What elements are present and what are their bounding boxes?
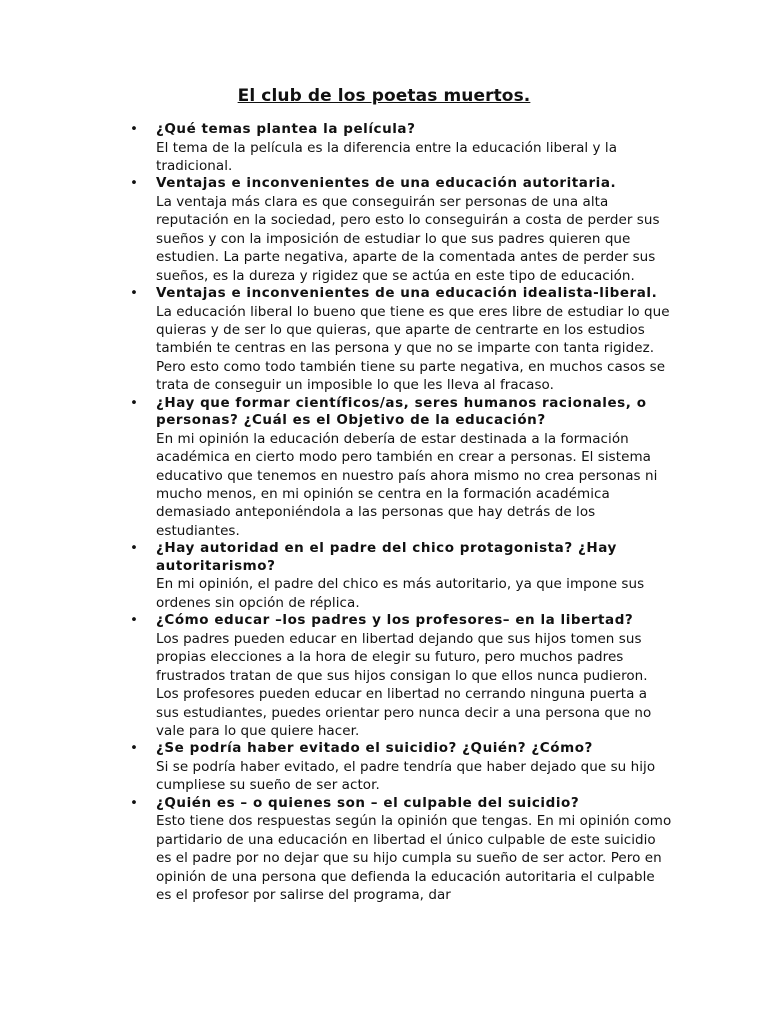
list-item	[114, 540, 674, 612]
question-heading: ¿Qué temas plantea la película?	[156, 121, 416, 137]
bullet-icon: •	[130, 740, 138, 757]
question-list	[114, 121, 674, 904]
answer-text: Si se podría haber evitado, el padre tendría que haber dejado que su hijo cumpliese su sueño de ser actor.	[156, 758, 656, 794]
question-heading: ¿Cómo educar –los padres y los profesores– en la libertad?	[156, 612, 634, 629]
answer-text: Los padres pueden educar en libertad dejando que sus hijos tomen sus propias elecciones a la hora de elegir su futuro, pero muchos padres frustrados tratan de que sus hijos consigan lo que ellos nunca pudieron. Los profesores pueden educar en libertad no cerrando ninguna puerta a sus estudiantes, puedes orientar pero nunca decir a una persona que no vale para lo que quiere hacer.	[156, 630, 652, 739]
bullet-icon: •	[130, 175, 138, 192]
answer-text: En mi opinión, el padre del chico es más autoritario, ya que impone sus ordenes sin opción de réplica.	[156, 576, 645, 611]
question-heading: ¿Hay que formar científicos/as, seres humanos racionales, o personas? ¿Cuál es el Objetivo de la educación?	[156, 394, 647, 429]
document-title: El club de los poetas muertos.	[237, 86, 531, 106]
bullet-icon: •	[130, 394, 138, 411]
list-item	[114, 285, 674, 395]
answer-text: El tema de la película es la diferencia entre la educación liberal y la tradicional.	[156, 139, 618, 174]
list-item	[114, 121, 674, 175]
answer-text: La ventaja más clara es que conseguirán ser personas de una alta reputación en la sociedad, pero esto lo conseguirán a costa de perder sus sueños y con la imposición de estudiar lo que sus padres quieren que estudien. La parte negativa, aparte de la comentada antes de perder sus sueños, es la dureza y rigidez que se actúa en este tipo de educación.	[156, 194, 660, 284]
bullet-icon: •	[130, 285, 138, 302]
list-item	[114, 740, 674, 794]
question-heading: Ventajas e inconvenientes de una educación idealista-liberal.	[156, 285, 658, 302]
bullet-icon: •	[130, 794, 138, 811]
question-heading: ¿Quién es – o quienes son – el culpable del suicidio?	[156, 794, 580, 811]
question-heading: ¿Se podría haber evitado el suicidio? ¿Quién? ¿Cómo?	[156, 740, 593, 757]
list-item	[114, 175, 674, 285]
answer-text: La educación liberal lo bueno que tiene es que eres libre de estudiar lo que quieras y de ser lo que quieras, que aparte de centrarte en los estudios también te centras en las persona y que no se imparte con tanta rigidez. Pero esto como todo también tiene su parte negativa, en muchos casos se trata de conseguir un imposible lo que les lleva al fracaso.	[156, 303, 670, 394]
list-item	[114, 795, 674, 905]
list-item	[114, 395, 674, 541]
question-heading: ¿Hay autoridad en el padre del chico protagonista? ¿Hay autoritarismo?	[156, 540, 617, 574]
question-heading: Ventajas e inconvenientes de una educación autoritaria.	[156, 175, 617, 192]
answer-text: En mi opinión la educación debería de estar destinada a la formación académica en cierto modo pero también en crear a personas. El sistema educativo que tenemos en nuestro país ahora mismo no crea personas ni mucho menos, en mi opinión se centra en la formación académica demasiado anteponiéndola a las personas que hay detrás de los estudiantes.	[156, 430, 658, 539]
answer-text: Esto tiene dos respuestas según la opinión que tengas. En mi opinión como partidario de una educación en libertad el único culpable de este suicidio es el padre por no dejar que su hijo cumpla su sueño de ser actor. Pero en opinión de una persona que defienda la educación autoritaria el culpable es el profesor por salirse del programa, dar	[156, 813, 672, 903]
bullet-icon: •	[130, 121, 138, 137]
list-item	[114, 612, 674, 740]
bullet-icon: •	[130, 612, 138, 629]
bullet-icon: •	[130, 540, 138, 557]
